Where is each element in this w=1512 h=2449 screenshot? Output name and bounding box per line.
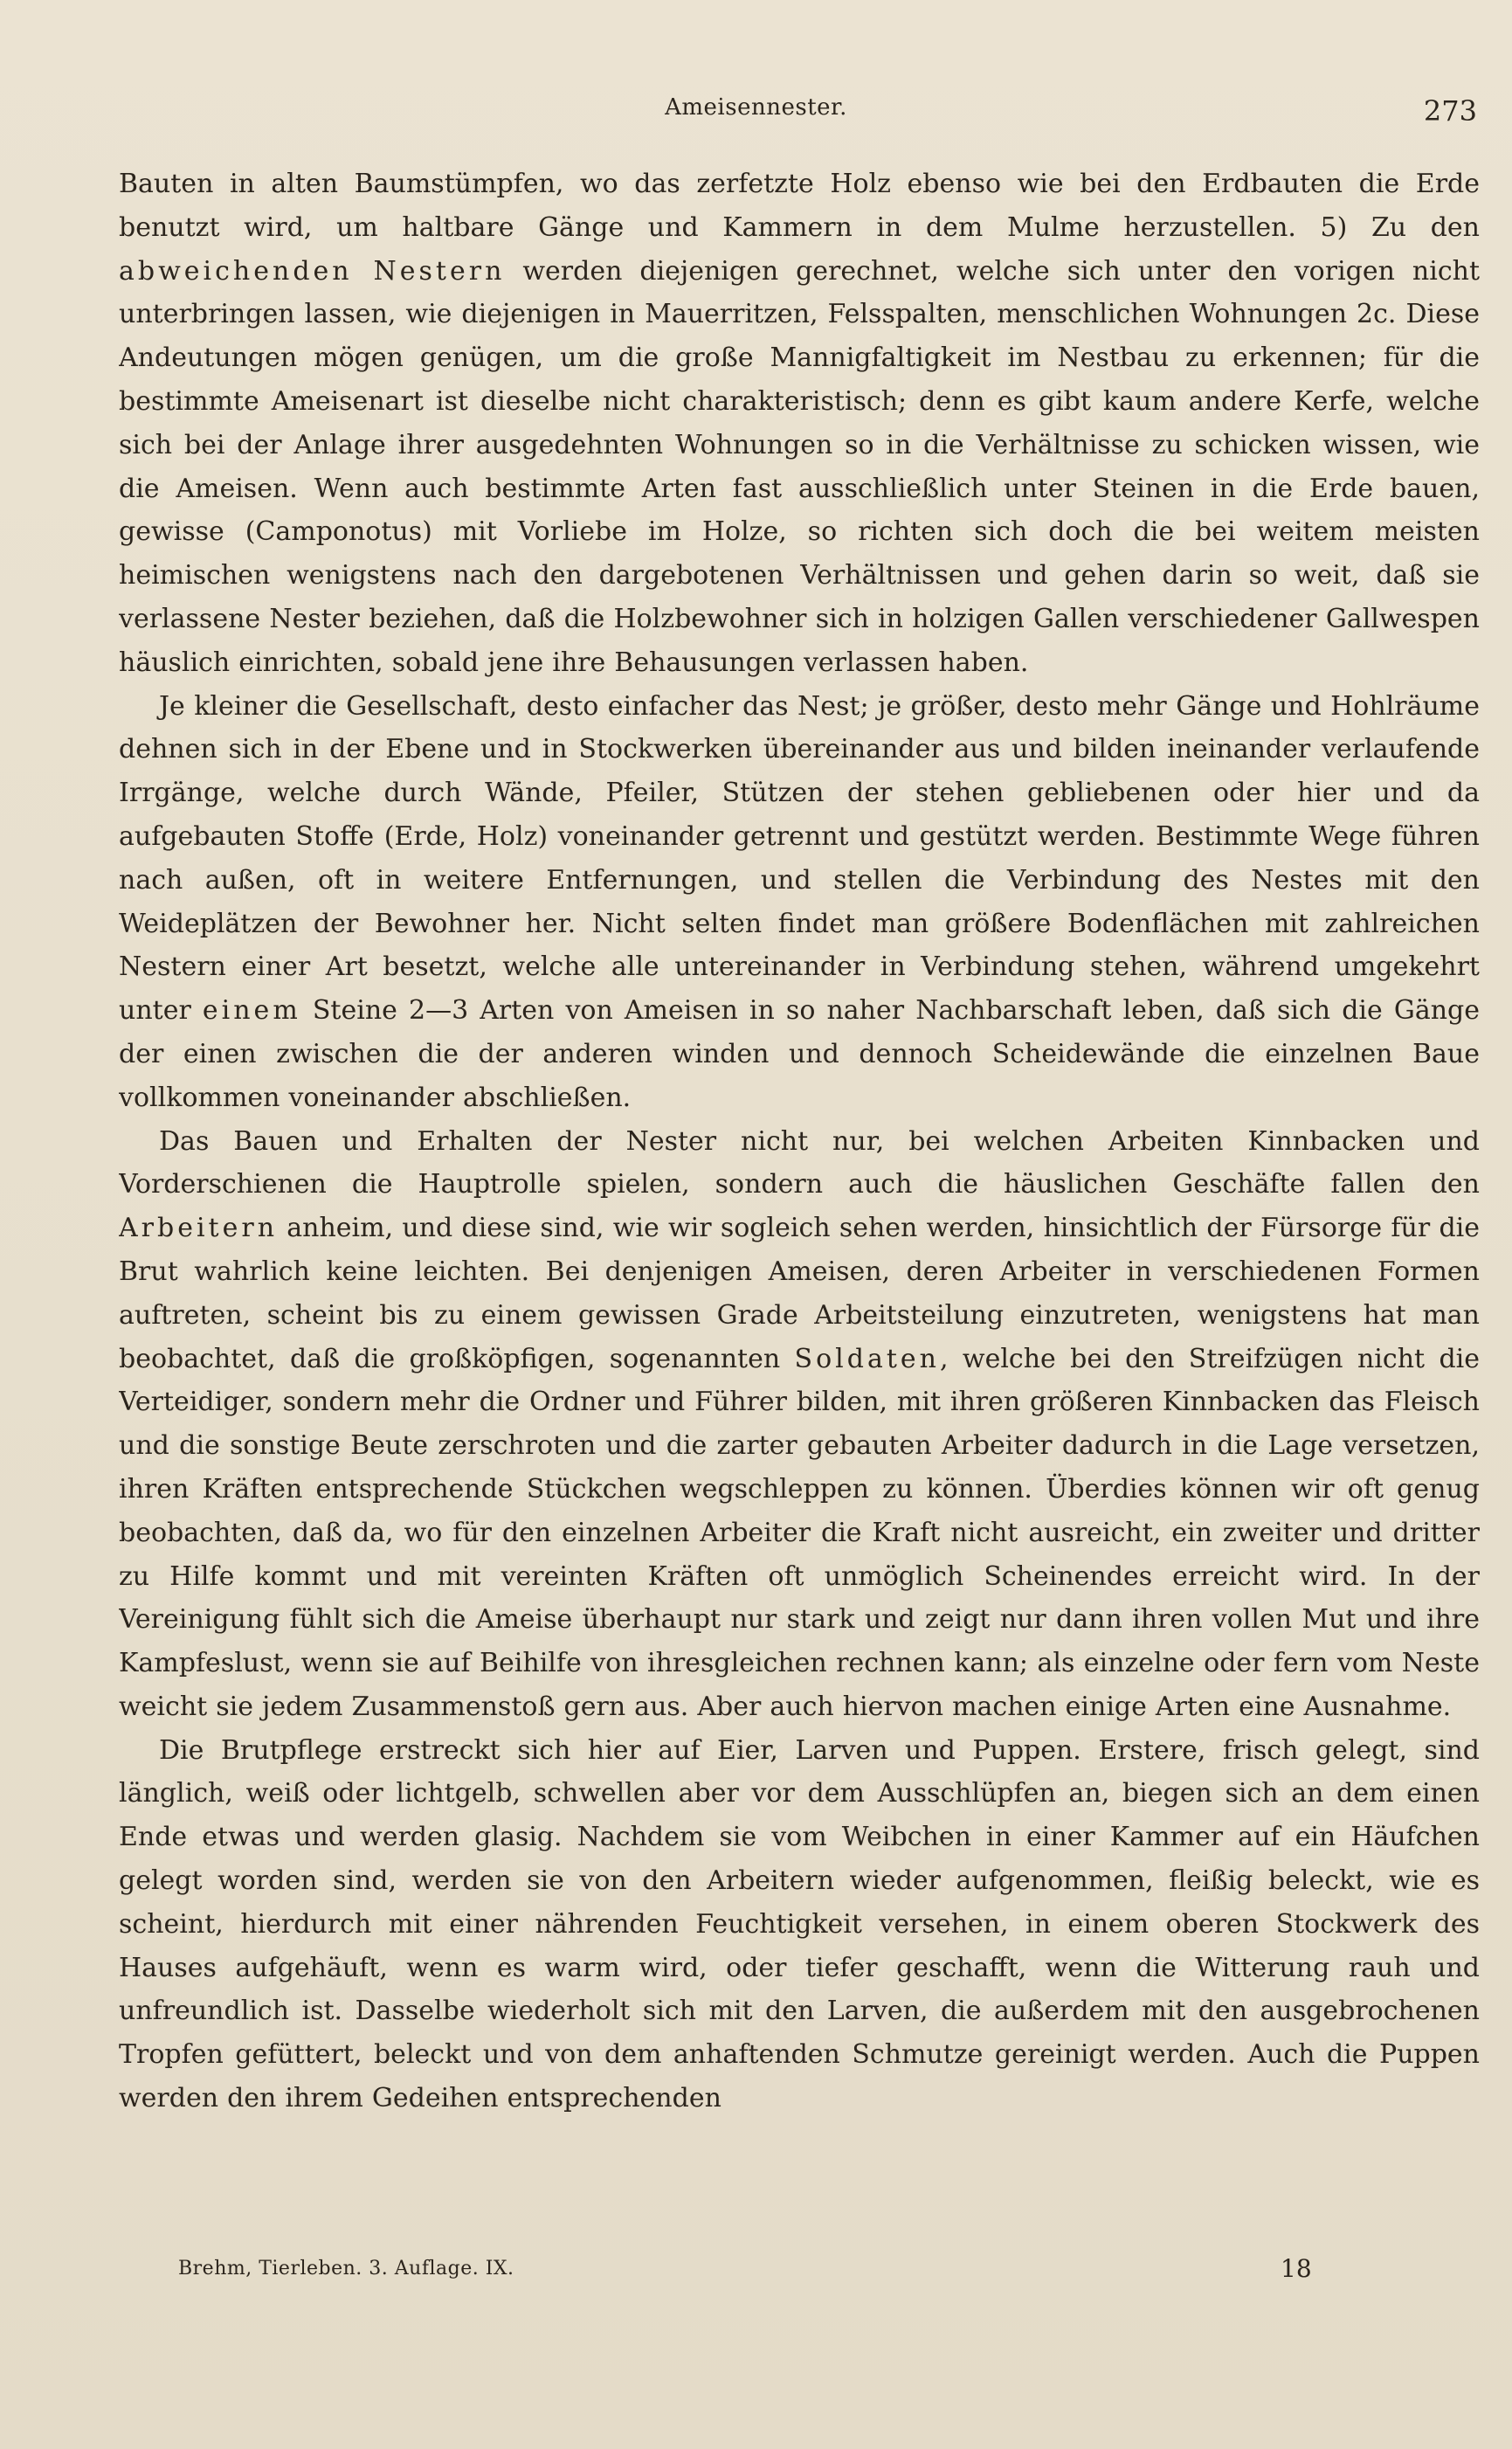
emphasis-einem: einem [202, 995, 301, 1027]
running-title: Ameisennester. [665, 94, 847, 121]
page-footer [0, 2254, 1512, 2293]
paragraph-3 [119, 1120, 1480, 1729]
page-number: 273 [1423, 94, 1477, 128]
paragraph-2-text-b: Steine 2—3 Arten von Ameisen in so naher Nachbarschaft leben, daß sich die Gänge der einen zwischen die der anderen winden und dennoch Scheidewände die einzelnen Baue vollkommen voneinander abschließen. [119, 995, 1480, 1113]
emphasis-arbeitern: Arbeitern [119, 1213, 279, 1244]
paragraph-1-text-a: Bauten in alten Baumstümpfen, wo das zerfetzte Holz ebenso wie bei den Erdbauten die Erde benutzt wird, um haltbare Gänge und Kammern in dem Mulme herzustellen. 5) Zu den [119, 169, 1480, 243]
paragraph-3-text-b: anheim, und diese sind, wie wir sogleich sehen werden, hinsichtlich der Fürsorge für die Brut wahrlich keine leichten. Bei denjenigen Ameisen, deren Arbeiter in verschiedenen Formen auftreten, scheint bis zu einem gewissen Grade Arbeitsteilung einzutreten, wenigstens hat man beobachtet, daß die großköpfigen, sogenannten [119, 1213, 1480, 1374]
body-text [119, 163, 1480, 2237]
emphasis-abweichenden-nestern: abweichenden Nestern [119, 255, 506, 287]
paragraph-3-text-c: , welche bei den Streifzügen nicht die Verteidiger, sondern mehr die Ordner und Führer bilden, mit ihren größeren Kinnbacken das Fleisch und die sonstige Beute zerschroten und die zarter gebauten Arbeiter dadurch in die Lage versetzen, ihren Kräften entsprechende Stückchen wegschleppen zu können. Überdies können wir oft genug beobachten, daß da, wo für den einzelnen Arbeiter die Kraft nicht ausreicht, ein zweiter und dritter zu Hilfe kommt und mit vereinten Kräften oft unmöglich Scheinendes erreicht wird. In der Vereinigung fühlt sich die Ameise überhaupt nur stark und zeigt nur dann ihren vollen Mut und ihre Kampfeslust, wenn sie auf Beihilfe von ihresgleichen rechnen kann; als einzelne oder fern vom Neste weicht sie jedem Zusammenstoß gern aus. Aber auch hiervon machen einige Arten eine Ausnahme. [119, 1343, 1480, 1722]
paragraph-4: Die Brutpflege erstreckt sich hier auf Eier, Larven und Puppen. Erstere, frisch gelegt, sind länglich, weiß oder lichtgelb, schwellen aber vor dem Ausschlüpfen an, biegen sich an dem einen Ende etwas und werden glasig. Nachdem sie vom Weibchen in einer Kammer auf ein Häufchen gelegt worden sind, werden sie von den Arbeitern wieder aufgenommen, fleißig beleckt, wie es scheint, hierdurch mit einer nährenden Feuchtigkeit versehen, in einem oberen Stockwerk des Hauses aufgehäuft, wenn es warm wird, oder tiefer geschafft, wenn die Witterung rauh und unfreundlich ist. Dasselbe wiederholt sich mit den Larven, die außerdem mit den ausgebrochenen Tropfen gefüttert, beleckt und von dem anhaftenden Schmutze gereinigt werden. Auch die Puppen werden den ihrem Gedeihen entsprechenden [119, 1734, 1480, 2114]
paragraph-2 [119, 685, 1480, 1120]
footer-imprint: Brehm, Tierleben. 3. Auflage. IX. [178, 2258, 514, 2280]
paragraph-1-text-b: werden diejenigen gerechnet, welche sich unter den vorigen nicht unterbringen lassen, wie diejenigen in Mauerritzen, Felsspalten, menschlichen Wohnungen 2c. Diese Andeutungen mögen genügen, um die große Mannigfaltigkeit im Nestbau zu erkennen; für die bestimmte Ameisenart ist dieselbe nicht charakteristisch; denn es gibt kaum andere Kerfe, welche sich bei der Anlage ihrer ausgedehnten Wohnungen so in die Verhältnisse zu schicken wissen, wie die Ameisen. Wenn auch bestimmte Arten fast ausschließlich unter Steinen in die Erde bauen, gewisse (Camponotus) mit Vorliebe im Holze, so richten sich doch die bei weitem meisten heimischen wenigstens nach den dargebotenen Verhältnissen und gehen darin so weit, daß sie verlassene Nester beziehen, daß die Holzbewohner sich in holzigen Gallen verschiedener Gallwespen häuslich einrichten, sobald jene ihre Behausungen verlassen haben. [119, 255, 1480, 678]
emphasis-soldaten: Soldaten [794, 1343, 940, 1374]
signature-mark: 18 [1281, 2254, 1312, 2283]
paragraph-1 [119, 163, 1480, 685]
paragraph-3-text-a: Das Bauen und Erhalten der Nester nicht nur, bei welchen Arbeiten Kinnbacken und Vorderschienen die Hauptrolle spielen, sondern auch die häuslichen Geschäfte fallen den [119, 1125, 1480, 1200]
running-head [0, 94, 1512, 138]
paragraph-2-text-a: Je kleiner die Gesellschaft, desto einfacher das Nest; je größer, desto mehr Gänge und Hohlräume dehnen sich in der Ebene und in Stockwerken übereinander aus und bilden ineinander verlaufende Irrgänge, welche durch Wände, Pfeiler, Stützen der stehen gebliebenen oder hier und da aufgebauten Stoffe (Erde, Holz) voneinander getrennt und gestützt werden. Bestimmte Wege führen nach außen, oft in weitere Entfernungen, und stellen die Verbindung des Nestes mit den Weideplätzen der Bewohner her. Nicht selten findet man größere Bodenflächen mit zahlreichen Nestern einer Art besetzt, welche alle untereinander in Verbindung stehen, während umgekehrt unter [119, 690, 1480, 1027]
